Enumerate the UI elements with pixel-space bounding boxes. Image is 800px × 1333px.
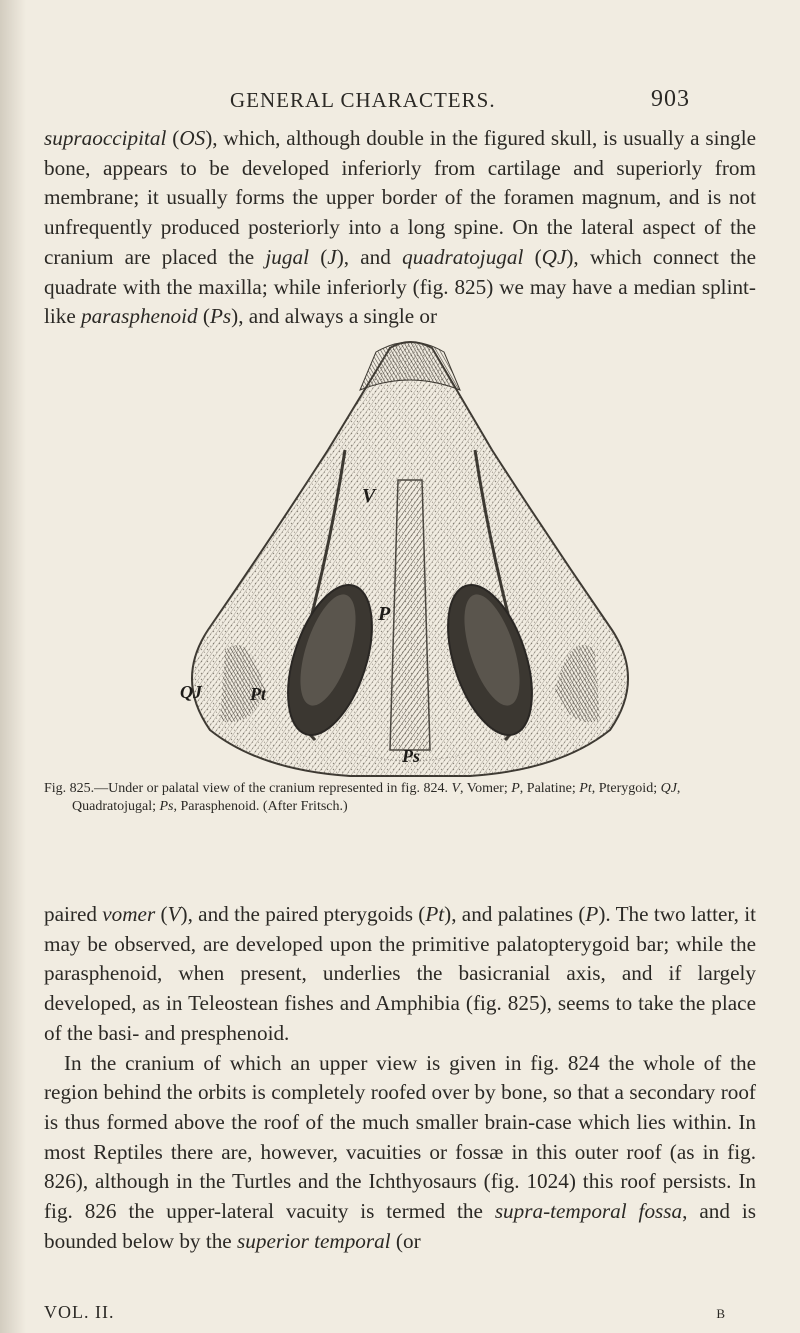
term-supratemporal-fossa: supra-temporal fossa	[494, 1199, 683, 1224]
paragraph-2: paired vomer (V), and the paired pterygoids (Pt), and palatines (P). The two latter, it may be observed, are developed upon the primitive palatopterygoid bar; while the parasphenoid, when present, underlies the basicranial axis, and if largely developed, as in Teleostean fishes and Amphibia (fig. 825), seems to take the place of the basi- and presphenoid. In the cranium of which an upper view is given in fig. 824 the whole of the region behind the orbits is completely roofed over by bone, so that a secondary roof is thus formed above the roof of the much smaller brain-case which lies within. In most Reptiles there are, however, vacuities or fossæ in this outer roof (as in fig. 826), although in the Turtles and the Ichthyosaurs (fig. 1024) this roof persists. In fig. 826 the upper-lateral vacuity is termed the supra-temporal fossa, and is bounded below by the superior temporal (or	[44, 900, 756, 1256]
term-quadratojugal: quadratojugal	[402, 244, 524, 269]
page-number: 903	[651, 86, 690, 112]
paragraph-3: In the cranium of which an upper view is given in fig. 824 the whole of the region behind the orbits is completely roofed over by bone, so that a secondary roof is thus formed above the roof of the much smaller brain-case which lies within. In most Reptiles there are, however, vacuities or fossæ in this outer roof (as in fig. 826), although in the Turtles and the Ichthyosaurs (fig. 1024) this roof persists. In fig. 826 the upper-lateral vacuity is termed the supra-temporal fossa, and is bounded below by the superior temporal (or	[44, 1050, 756, 1253]
signature-mark: B	[716, 1306, 726, 1321]
skull-palatal-illustration	[140, 330, 680, 780]
abbr-j: J	[327, 244, 337, 269]
page-edge-shadow	[0, 0, 26, 1333]
label-ps: Ps	[402, 746, 420, 766]
term-supraoccipital: supraoccipital	[44, 126, 167, 150]
figure-caption: Fig. 825.—Under or palatal view of the cranium represented in fig. 824. V, Vomer; P, Palatine; Pt, Pterygoid; QJ, Quadratojugal; Ps, Parasphenoid. (After Fritsch.)	[44, 781, 681, 814]
abbr-ps: Ps	[209, 304, 232, 329]
running-title: GENERAL CHARACTERS.	[230, 88, 496, 112]
label-pt: Pt	[250, 684, 266, 704]
label-qj: QJ	[180, 682, 202, 702]
volume-label: VOL. II.	[44, 1302, 115, 1322]
skull-figure	[140, 330, 680, 780]
term-vomer: vomer	[102, 902, 156, 926]
abbr-qj: QJ	[541, 244, 567, 269]
paragraph-1: supraoccipital (OS), which, although double in the figured skull, is usually a single bone, appears to be developed inferiorly from cartilage and superiorly from membrane; it usually forms the upper border of the foramen magnum, and is not unfrequently produced posteriorly into a long spine. On the lateral aspect of the cranium are placed the jugal (J), and quadratojugal (QJ), which connect the quadrate with the maxilla; while inferiorly (fig. 825) we may have a median splint-like parasphenoid (Ps), and always a single or	[44, 126, 756, 329]
label-v: V	[362, 485, 376, 507]
term-parasphenoid: parasphenoid	[81, 304, 198, 329]
abbr-os: OS	[179, 126, 206, 150]
label-p: P	[378, 603, 391, 625]
term-superior-temporal: superior temporal	[237, 1228, 391, 1253]
page-footer	[44, 1302, 756, 1323]
term-jugal: jugal	[265, 244, 309, 269]
